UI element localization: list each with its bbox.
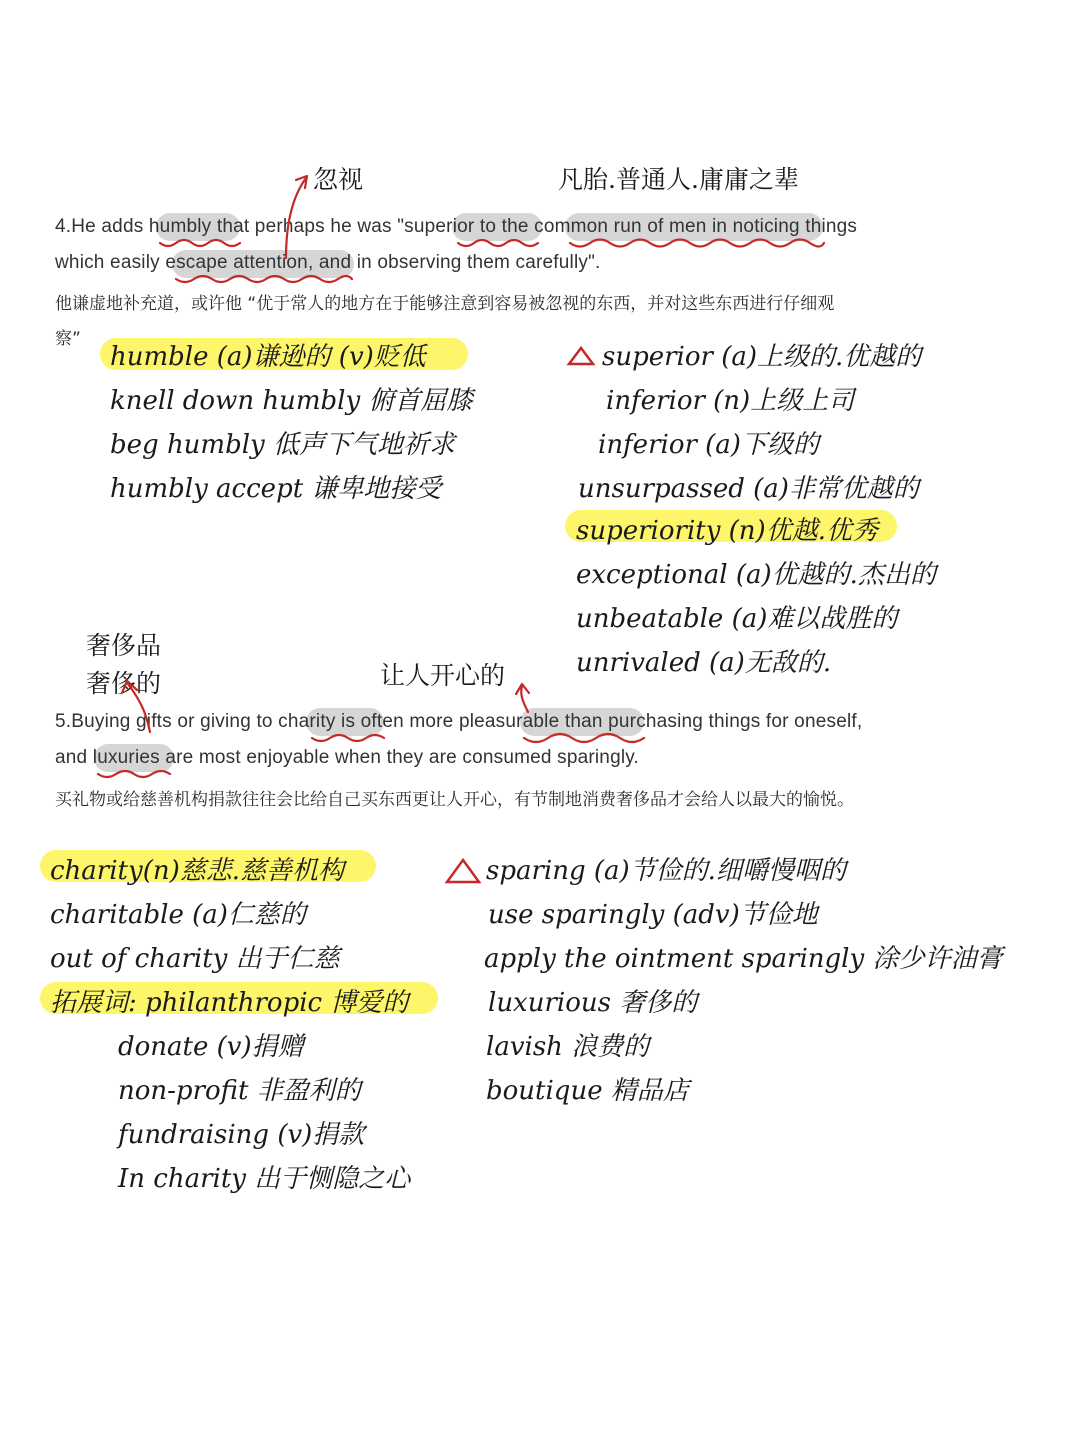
- note-humbly-accept: humbly accept 谦卑地接受: [110, 474, 442, 504]
- note-lavish: lavish 浪费的: [486, 1032, 650, 1062]
- note-knell-down: knell down humbly 俯首屈膝: [110, 386, 473, 416]
- note-unbeatable: unbeatable (a)难以战胜的: [576, 604, 898, 634]
- note-philanthropic: 拓展词: philanthropic 博爱的: [50, 988, 409, 1018]
- sentence4-translation-cont: 察”: [55, 329, 81, 349]
- warning-triangle-icon: [444, 857, 482, 885]
- note-out-of-charity: out of charity 出于仁慈: [50, 944, 340, 974]
- note-unrivaled: unrivaled (a)无敌的.: [576, 648, 832, 678]
- note-pleasant: 让人开心的: [380, 661, 506, 690]
- note-unsurpassed: unsurpassed (a)非常优越的: [578, 474, 919, 504]
- note-inferior-a: inferior (a)下级的: [598, 430, 819, 460]
- note-humble: humble (a)谦逊的 (v)贬低: [110, 342, 426, 372]
- arrow-to-pleasant: [521, 686, 528, 712]
- word-common-run: the common run of men: [501, 216, 707, 237]
- sentence5-line2: and luxuries are most enjoyable when they are consumed sparingly.: [55, 747, 640, 768]
- note-luxury-goods: 奢侈品: [86, 631, 162, 660]
- sentence4-line1: 4.He adds humbly that perhaps he was "superior to the common run of men in noticing things: [55, 216, 858, 237]
- word-superior: "superior: [397, 216, 475, 237]
- word-luxuries: luxuries: [92, 747, 160, 768]
- note-inferior-n: inferior (n)上级上司: [606, 386, 855, 416]
- note-ignore: 忽视: [313, 165, 364, 194]
- note-fundraising: fundraising (v)捐款: [118, 1120, 365, 1150]
- note-charity: charity(n)慈悲.慈善机构: [50, 856, 344, 886]
- note-charitable: charitable (a)仁慈的: [50, 900, 306, 930]
- note-apply-ointment: apply the ointment sparingly 涂少许油膏: [484, 944, 1003, 974]
- note-in-charity: In charity 出于恻隐之心: [118, 1164, 411, 1194]
- note-superiority: superiority (n)优越.优秀: [576, 516, 878, 546]
- note-sparing: sparing (a)节俭的.细嚼慢咽的: [486, 856, 846, 886]
- note-luxurious: 奢侈的: [86, 669, 162, 698]
- note-boutique: boutique 精品店: [486, 1076, 689, 1106]
- note-common-people: 凡胎.普通人.庸庸之辈: [558, 165, 799, 194]
- arrowhead-ignore: [296, 176, 307, 188]
- note-donate: donate (v)捐赠: [118, 1032, 304, 1062]
- note-use-sparingly: use sparingly (adv)节俭地: [488, 900, 818, 930]
- word-escape-attention: escape attention,: [165, 252, 314, 273]
- word-humbly: humbly: [148, 216, 212, 237]
- note-superior: superior (a)上级的.优越的: [602, 342, 922, 372]
- sentence4-line2: which easily escape attention, and in observing them carefully".: [55, 252, 601, 273]
- arrowhead-pleasant: [516, 684, 529, 694]
- word-charity: charity: [278, 711, 336, 732]
- word-pleasurable: pleasurable: [458, 711, 560, 732]
- sentence5-translation: 买礼物或给慈善机构捐款往往会比给自己买东西更让人开心，有节制地消费奢侈品才会给人以最大的愉悦。: [55, 790, 854, 810]
- warning-triangle-icon: [566, 345, 596, 367]
- note-non-profit: non-profit 非盈利的: [118, 1076, 361, 1106]
- sentence4-translation: 他谦虚地补充道，或许他 “优于常人的地方在于能够注意到容易被忽视的东西，并对这些东西进行仔细观: [55, 294, 835, 314]
- sentence5-line1: 5.Buying gifts or giving to charity is often more pleasurable than purchasing things for oneself,: [55, 711, 863, 732]
- note-exceptional: exceptional (a)优越的.杰出的: [576, 560, 936, 590]
- note-luxurious-word: luxurious 奢侈的: [488, 988, 698, 1018]
- note-beg-humbly: beg humbly 低声下气地祈求: [110, 430, 455, 460]
